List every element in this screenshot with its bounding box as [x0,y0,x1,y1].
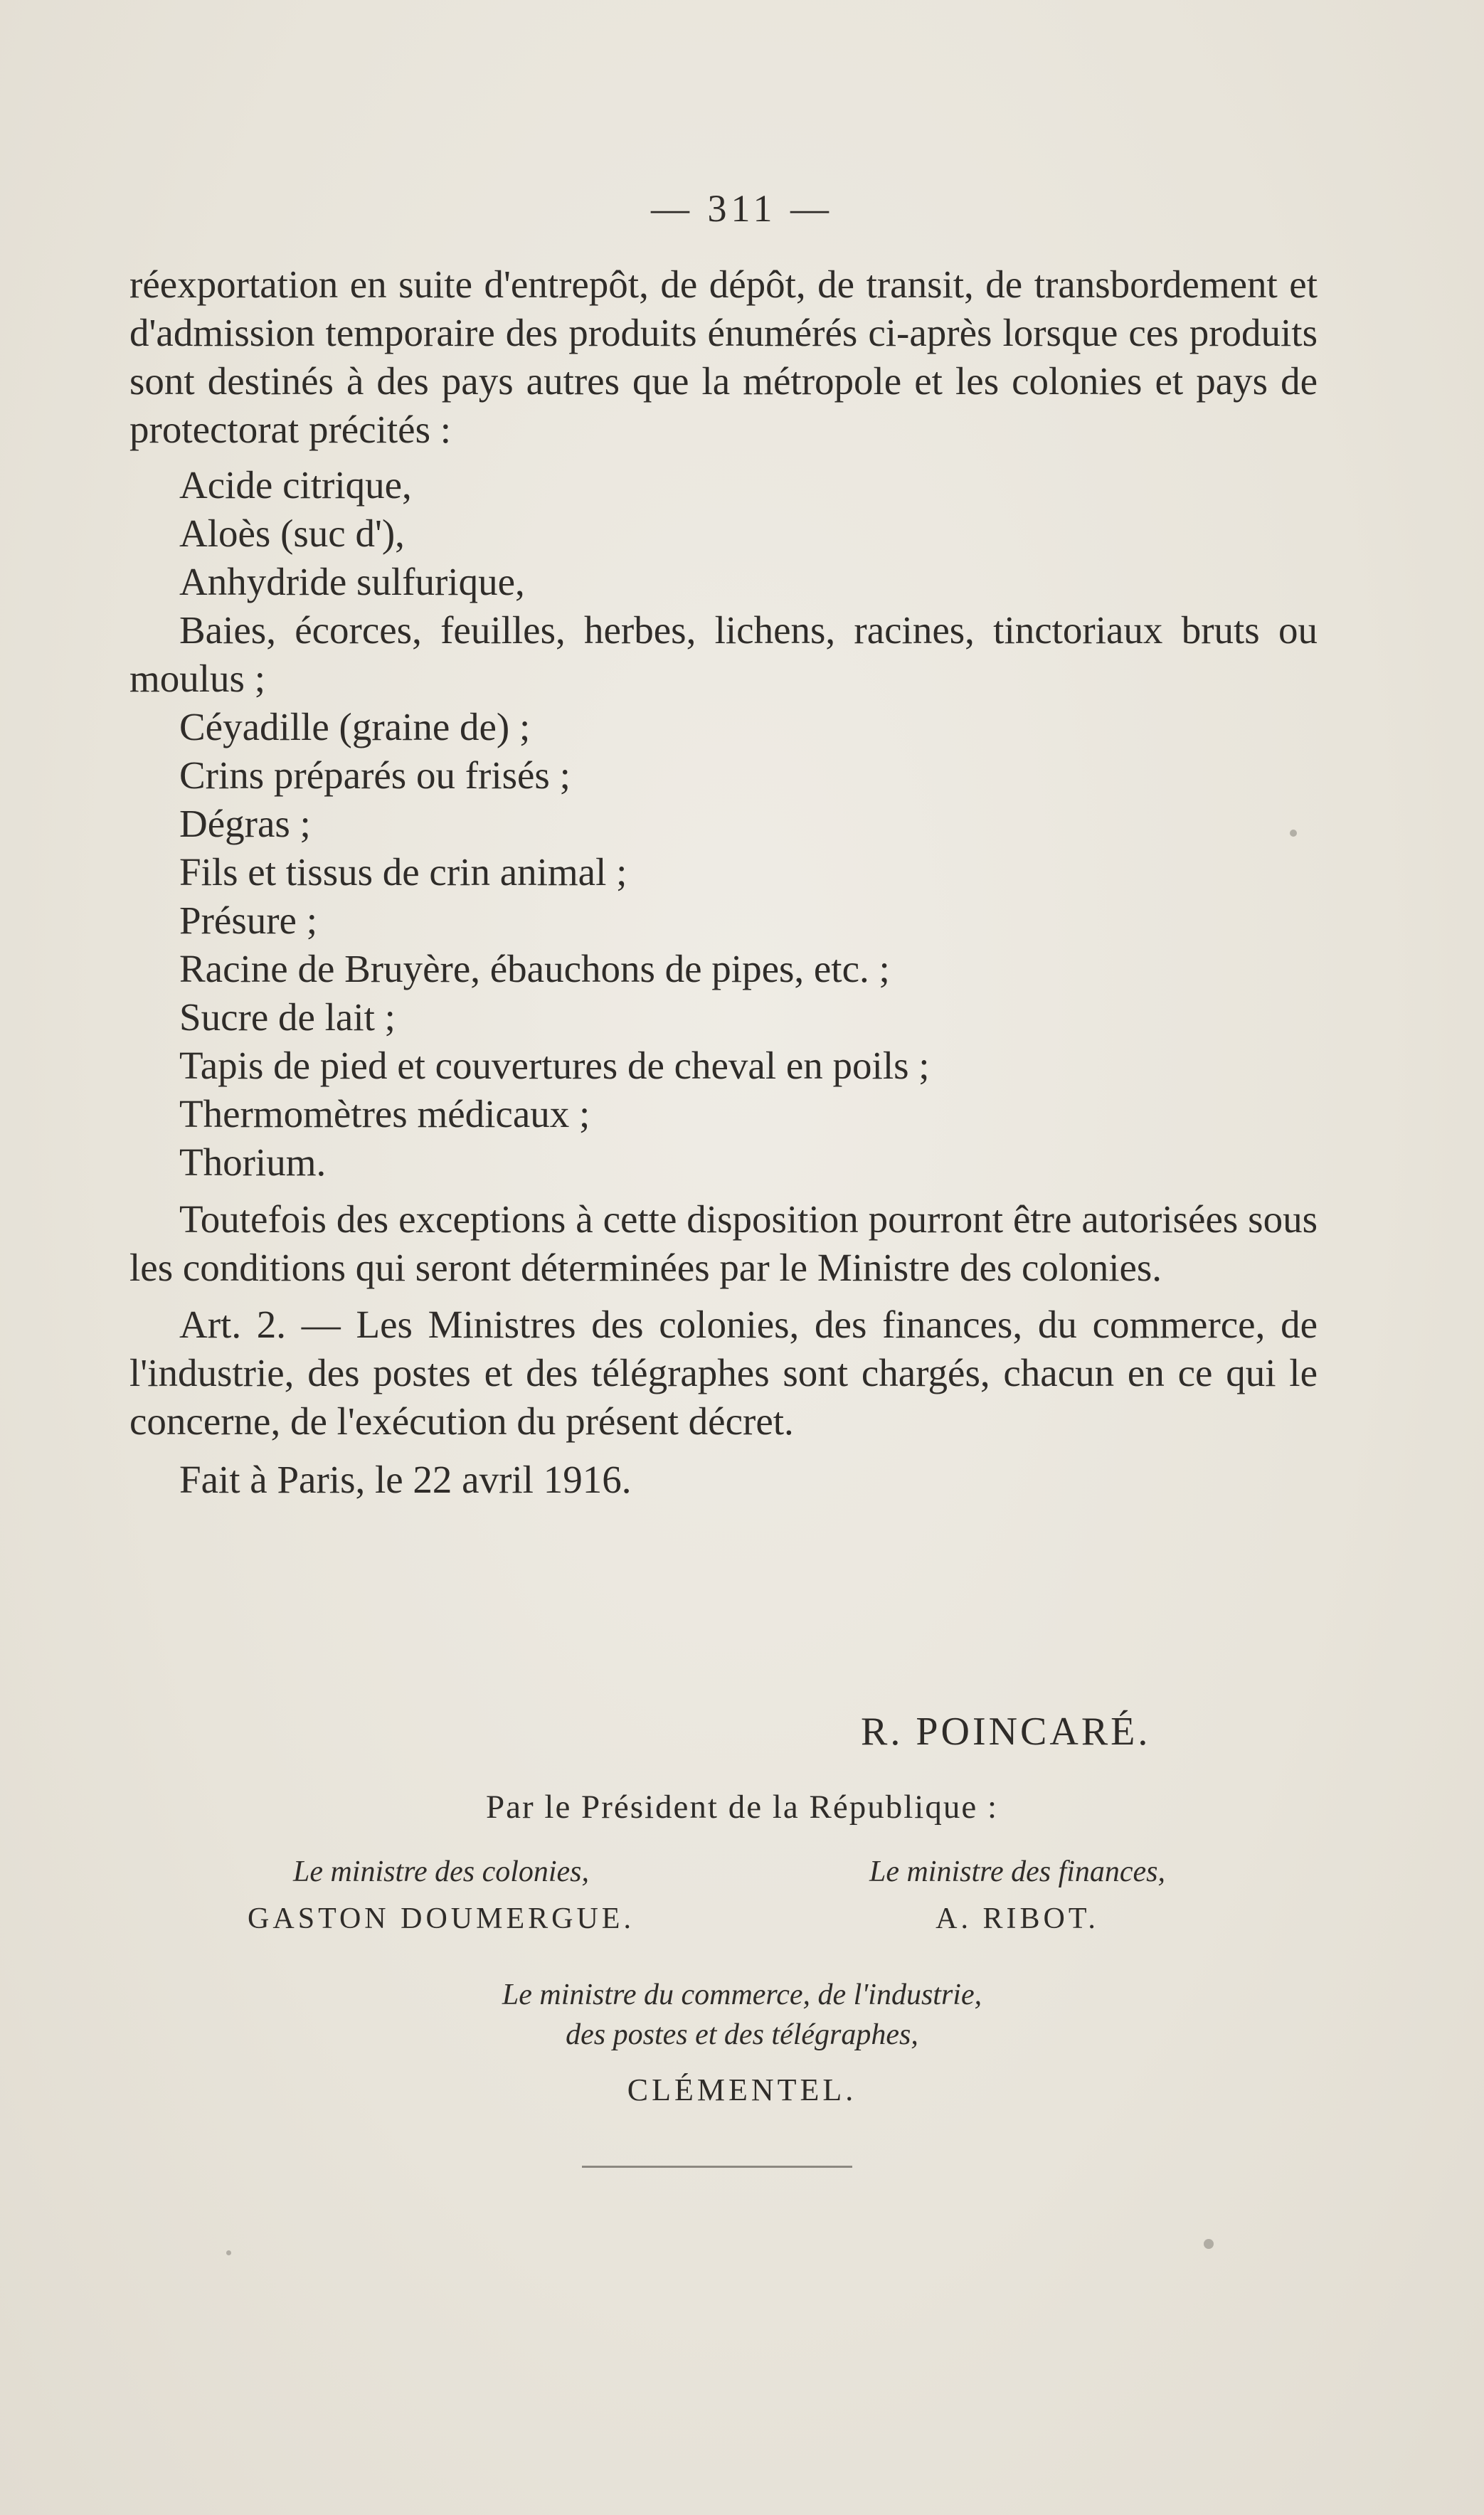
decree-body [129,260,1318,1504]
commerce-minister-role-line2: des postes et des télégraphes, [566,2018,918,2051]
product-item: Racine de Bruyère, ébauchons de pipes, etc. ; [179,947,890,990]
signatory-finances [747,1850,1288,1936]
product-item: Sucre de lait ; [179,995,396,1039]
commerce-minister-role-line1: Le ministre du commerce, de l'industrie, [502,1979,982,2011]
finances-minister-role: Le ministre des finances, [869,1855,1166,1888]
product-item: Crins préparés ou frisés ; [179,753,571,797]
article-2-paragraph: Art. 2. — Les Ministres des colonies, des finances, du commerce, de l'industrie, des postes et des télégraphes sont chargés, chacun en ce qui le concerne, de l'exécution du présent décret. [129,1303,1318,1443]
closing-rule [582,2166,852,2168]
paper-speck [1290,830,1297,837]
colonies-minister-name: GASTON DOUMERGUE. [248,1902,635,1935]
product-item: Présure ; [179,899,317,942]
product-item: Baies, écorces, feuilles, herbes, lichens, racines, tinctoriaux bruts ou moulus ; [129,608,1318,700]
paper-speck [226,2250,231,2255]
product-item: Anhydride sulfurique, [179,560,525,603]
commerce-minister-name: CLÉMENTEL. [627,2072,857,2107]
product-item: Tapis de pied et couvertures de cheval en poils ; [179,1044,930,1087]
product-item: Céyadille (graine de) ; [179,705,531,748]
intro-paragraph: réexportation en suite d'entrepôt, de dépôt, de transit, de transbordement et d'admission temporaire des produits énumérés ci-après lorsque ces produits sont destinés à des pays autres que la métropole et les colonies et pays de protectorat précités : [129,263,1318,451]
signatory-commerce [0,1975,1484,2108]
product-list [129,461,1318,1187]
by-president-line: Par le Président de la République : [485,1789,998,1826]
exception-paragraph: Toutefois des exceptions à cette disposition pourront être autorisées sous les conditions qui seront déterminées par le Ministre des colonies. [129,1197,1318,1289]
product-item: Thermomètres médicaux ; [179,1092,590,1135]
president-signature: R. POINCARÉ. [861,1710,1151,1754]
paper-speck [1204,2239,1214,2249]
page-number: — 311 — [651,187,833,230]
product-item: Dégras ; [179,802,311,845]
date-line: Fait à Paris, le 22 avril 1916. [179,1458,632,1501]
product-item: Thorium. [179,1140,327,1184]
finances-minister-name: A. RIBOT. [936,1902,1099,1935]
product-item: Aloès (suc d'), [179,512,405,555]
colonies-minister-role: Le ministre des colonies, [292,1855,590,1888]
signatory-colonies [171,1850,711,1936]
product-item: Acide citrique, [179,463,412,507]
product-item: Fils et tissus de crin animal ; [179,850,627,894]
